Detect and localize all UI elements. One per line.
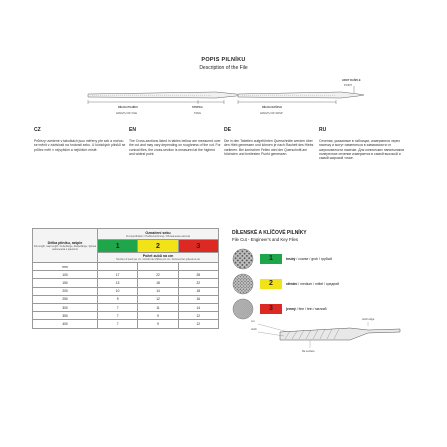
row-value: 7 [98,320,138,328]
header-cut-cell [98,229,219,240]
row-value: 9 [138,312,178,320]
cut-code-2: 2 [138,240,178,253]
row-value: 22 [138,271,178,279]
description-en: The Cross-sections listed in tables bellow are measured over the cut and may vary depending on roughness of the cut. For conical files, the cross-section is measured at the highest and widest point. [129,139,221,156]
cut-name: hrubý [286,257,296,261]
diagram-label-b: tooth [251,328,257,331]
row-value: 16 [178,295,218,303]
tang-sublabel: TANG [194,112,202,115]
row-value: 12 [138,295,178,303]
row-length: 250 [33,295,98,303]
teeth-per-cm-table [32,228,219,329]
table-row [33,303,219,311]
row-value: 18 [138,279,178,287]
file-cut-diagram [250,318,410,358]
header-cut-sub: Cut specification / Hiebbezeichnung / Обозначение насечки [125,234,191,238]
coarse-cut-swatch [233,249,253,269]
row-value: 11 [138,303,178,311]
fine-cut-swatch [233,299,253,319]
cut-name: střední [286,282,298,286]
row-value: 9 [98,295,138,303]
header-length: Délka pilníku, rašple [47,240,83,245]
cut-badge-3: 3 [260,304,282,314]
row-value: 12 [178,312,218,320]
table-row [33,312,219,320]
cut-desc-2 [286,282,339,286]
row-length: 100 [33,271,98,279]
row-length: 300 [33,303,98,311]
unit-cell: mm [33,263,98,271]
description-ru: Сечения, указанные в таблицах, измеряются через насечку и могут изменяться в зависимости от шероховатости насечки. Для конических напильников поперечное сечение измеряется в самой высокой и самой широкой точке. [319,139,404,161]
table-row [33,279,219,287]
row-length: 350 [33,312,98,320]
teeth-header-cell [98,253,219,263]
row-value: 14 [138,287,178,295]
description-cz: Průřezy uvedené v tabulkách jsou měřeny pře sek a mohou se měnit v závislosti na hrubosti seku. U kónických pilníků se průřez měří v nejvyšším a nejširším místě. [34,139,126,152]
cut-desc-3 [286,307,327,311]
row-value: 14 [178,303,218,311]
lang-code-cz: CZ [34,127,41,133]
cut-translations: / coarse / grob / грубый [295,257,332,261]
medium-cut-swatch [233,274,253,294]
teeth-header: Počet zubů na cm [142,254,174,258]
header-length-sub: File length, rasp length / Feilenlänge, Raspellänge / Длина напильника и рашпиля [33,244,97,251]
table-row [33,271,219,279]
cut-badge-2: 2 [260,279,282,289]
cut-name: jemný [286,307,296,311]
row-value: 10 [98,287,138,295]
page-title: POPIS PILNÍKU [201,57,246,63]
row-length: 150 [33,279,98,287]
header-length-cell [33,229,98,263]
row-value: 7 [98,312,138,320]
header-cut: Označení seku [145,230,171,235]
row-value: 12 [178,320,218,328]
cut-code-3: 3 [178,240,218,253]
table-row [33,295,219,303]
cut-translations: / fine / fein / мелкий [295,307,327,311]
rasp-tip-label: HROT RAŠPLE [342,79,361,82]
row-value: 22 [178,279,218,287]
teeth-header-sub: Number of teeth per cm / Anzahl der Zähne pro cm / Количество зубьев на см [116,258,200,261]
rasp-tip-sublabel: POINT [344,84,352,87]
rasp-length-sublabel: LENGTH OF RASP [260,112,283,115]
diagram-label-c: tooth edge [362,318,375,321]
lang-code-de: DE [224,127,231,133]
lang-code-ru: RU [319,127,327,133]
cut-texture-swatches [231,248,256,323]
row-length: 400 [33,320,98,328]
row-length: 200 [33,287,98,295]
rasp-diagram [238,86,364,104]
file-diagram [88,92,244,104]
row-value: 7 [98,303,138,311]
table-row [33,287,219,295]
description-de: Die in den Tabellen aufgeführten Querschnitte werden über den Hieb gemessen und können je nach Rauheit des Hiebs variieren. Bei konischen Feilen wird der Querschnitt am höchsten und breitesten Punkt gemessen. [224,139,314,156]
tang-label: STOPKA [192,106,203,109]
row-value: 28 [178,271,218,279]
row-value: 17 [98,271,138,279]
cut-badge-1: 1 [260,254,282,264]
row-value: 13 [98,279,138,287]
file-anatomy-diagram [86,80,366,122]
cut-code-1: 1 [98,240,138,253]
row-value: 18 [178,287,218,295]
file-length-sublabel: LENGTH OF FILE [116,112,138,115]
diagram-label-a: cut [251,320,255,323]
lang-code-en: EN [129,127,136,133]
row-value: 9 [138,320,178,328]
page-subtitle: Description of the File [199,65,248,71]
rasp-length-label: DÉLKA RAŠPLE [262,106,283,109]
cut-desc-1 [286,257,332,261]
file-length-label: DÉLKA PILNÍKU [118,106,138,109]
cut-translations: / medium / mittel / средний [297,282,339,286]
table-row [33,320,219,328]
cuts-subtitle: File Cut - Engineer's and Key Files [232,237,299,242]
cuts-title: DÍLENSKÉ A KLÍČOVÉ PILNÍKY [232,230,307,236]
diagram-label-d: file surface [302,350,315,353]
